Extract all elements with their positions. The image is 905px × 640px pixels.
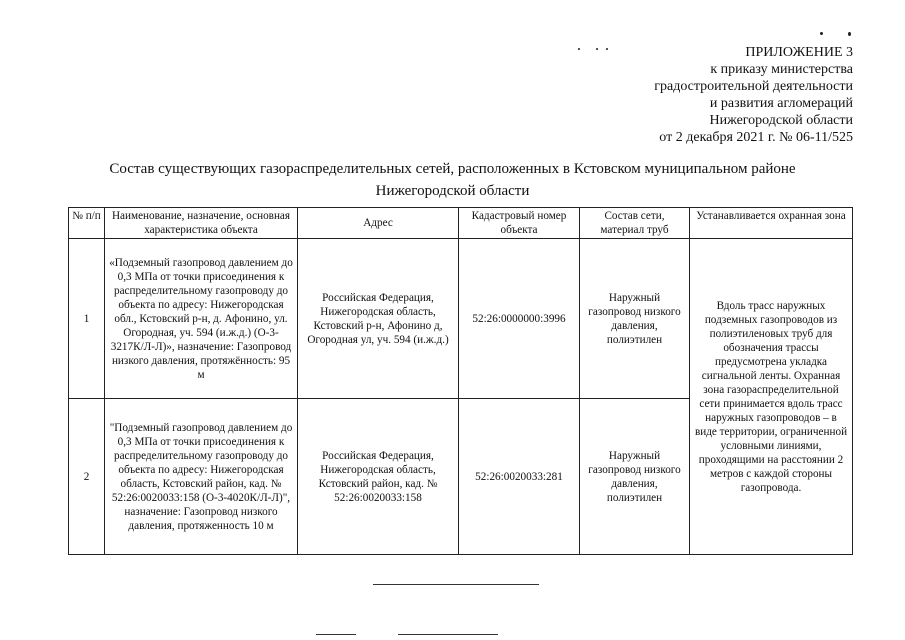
appendix-title: ПРИЛОЖЕНИЕ 3 — [745, 45, 853, 60]
gas-network-table — [68, 207, 853, 555]
table-row — [69, 239, 853, 399]
separator-line — [398, 634, 498, 635]
header-number: № п/п — [69, 208, 105, 239]
title-line-2: Нижегородской области — [375, 183, 530, 199]
scan-speck — [848, 32, 851, 36]
appendix-line: к приказу министерства — [710, 62, 853, 77]
header-address: Адрес — [298, 208, 459, 239]
row-name: "Подземный газопровод давлением до 0,3 МПа от точки присоединения к распределительному газопроводу до объекта по адресу: Нижегородская область, Кстовский район, кад. № 52:26:0020033:158 (О-3-4020К/Л-Л)", назначение: Газопровод низкого давления, протяженность 10 м — [105, 399, 298, 555]
scan-speck — [578, 48, 580, 50]
row-cadastral: 52:26:0020033:281 — [459, 399, 580, 555]
row-cadastral: 52:26:0000000:3996 — [459, 239, 580, 399]
document-title — [0, 158, 905, 202]
appendix-line: Нижегородской области — [709, 113, 853, 128]
row-name: «Подземный газопровод давлением до 0,3 МПа от точки присоединения к распределительному газопроводу до объекта по адресу: Нижегородская обл., Кстовский р-н, д. Афонино, ул. Огородная, уч. 594 (и.ж.д.) (О-3-3217К/Л-Л)», назначение: Газопровод низкого давления, протяжённость: 95 м — [105, 239, 298, 399]
appendix-line: и развития агломераций — [709, 96, 853, 111]
row-network: Наружный газопровод низкого давления, полиэтилен — [580, 399, 690, 555]
scan-speck — [820, 32, 823, 35]
row-network: Наружный газопровод низкого давления, полиэтилен — [580, 239, 690, 399]
appendix-date-number: от 2 декабря 2021 г. № 06-11/525 — [659, 130, 853, 145]
row-number: 1 — [69, 239, 105, 399]
header-name: Наименование, назначение, основная характеристика объекта — [105, 208, 298, 239]
header-zone: Устанавливается охранная зона — [690, 208, 853, 239]
appendix-line: градостроительной деятельности — [654, 79, 853, 94]
row-number: 2 — [69, 399, 105, 555]
row-address: Российская Федерация, Нижегородская область, Кстовский район, кад. № 52:26:0020033:158 — [298, 399, 459, 555]
separator-line — [373, 584, 539, 585]
header-network: Состав сети, материал труб — [580, 208, 690, 239]
table-header-row — [69, 208, 853, 239]
scan-speck — [606, 48, 608, 50]
title-line-1: Состав существующих газораспределительных сетей, расположенных в Кстовском муниципальном районе — [109, 161, 796, 177]
separator-line — [316, 634, 356, 635]
scan-speck — [596, 48, 598, 50]
row-address: Российская Федерация, Нижегородская область, Кстовский р-н, Афонино д, Огородная ул, уч. 594 (и.ж.д.) — [298, 239, 459, 399]
appendix-header — [654, 44, 853, 146]
header-cadastral: Кадастровый номер объекта — [459, 208, 580, 239]
protection-zone: Вдоль трасс наружных подземных газопроводов из полиэтиленовых труб для обозначения трассы предусмотрена укладка сигнальной ленты. Охранная зона газораспределительной сети принимается вдоль трасс наружных газопроводов – в виде территории, ограниченной условными линиями, проходящими на расстоянии 2 метров с каждой стороны газопровода. — [690, 239, 853, 555]
